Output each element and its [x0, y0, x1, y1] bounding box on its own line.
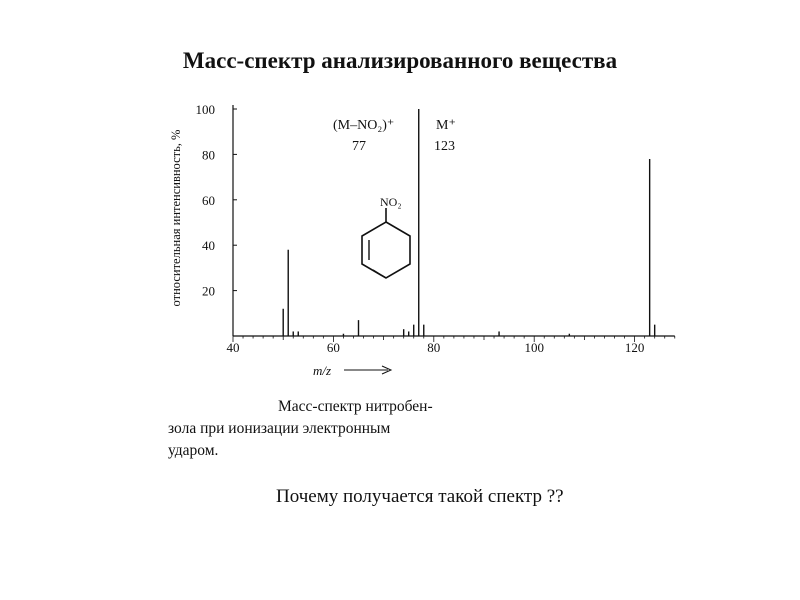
y-tick-label: 40	[202, 238, 215, 254]
y-axis-label: относительная интенсивность, %	[169, 129, 183, 307]
x-tick-label: 80	[427, 340, 441, 355]
x-tick-label: 60	[326, 340, 340, 355]
y-tick-label: 80	[202, 147, 215, 163]
figure-caption	[168, 396, 488, 462]
x-tick-label: 120	[624, 340, 645, 355]
annotation-fragment-formula: (M–NO₂)⁺	[333, 118, 395, 133]
slide-title: Масс-спектр анализированного вещества	[182, 48, 618, 73]
caption-line-3: ударом.	[168, 442, 219, 459]
caption-line-2: зола при ионизации электронным	[168, 420, 391, 437]
caption-line-1: Масс-спектр нитробен-	[278, 398, 433, 415]
y-tick-label: 60	[202, 192, 215, 208]
annotation-molecular-ion-formula: M⁺	[436, 118, 456, 133]
x-tick-label: 100	[524, 340, 544, 355]
nitro-group-label: NO₂	[380, 195, 402, 209]
x-tick-label: 40	[226, 340, 240, 355]
x-axis-label: m/z	[312, 363, 332, 378]
x-axis-arrow	[344, 366, 391, 374]
y-tick-label: 20	[202, 283, 215, 299]
peaks	[283, 109, 654, 336]
annotation-fragment-mz: 77	[352, 139, 366, 154]
question-text: Почему получается такой спектр ??	[276, 486, 564, 507]
y-ticks	[196, 102, 238, 299]
y-tick-label: 100	[195, 102, 215, 117]
nitrobenzene-structure	[362, 195, 410, 278]
annotation-molecular-ion-mz: 123	[434, 139, 455, 154]
x-ticks	[227, 336, 675, 355]
